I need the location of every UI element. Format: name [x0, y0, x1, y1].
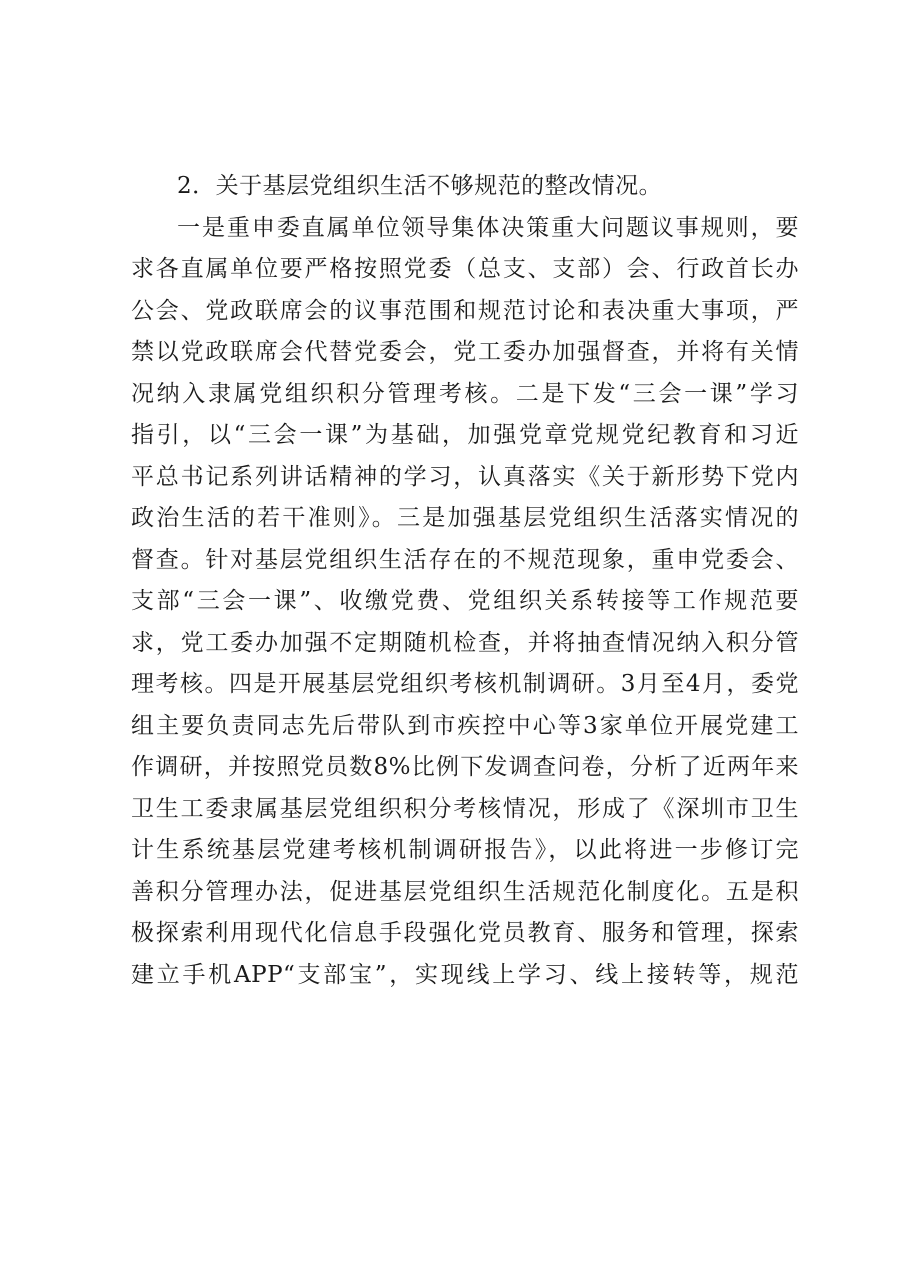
paragraph-line: 禁以党政联席会代替党委会，党工委办加强督查，并将有关情	[131, 339, 799, 365]
paragraph-line: 建立手机APP“支部宝”，实现线上学习、线上接转等，规范	[131, 961, 799, 988]
paragraph-line: 组主要负责同志先后带队到市疾控中心等3家单位开展党建工	[131, 712, 799, 739]
section-heading: 2．关于基层党组织生活不够规范的整改情况。	[177, 173, 663, 199]
paragraph-line: 一是重申委直属单位领导集体决策重大问题议事规则，要	[177, 214, 799, 241]
paragraph-line: 善积分管理办法，促进基层党组织生活规范化制度化。五是积	[131, 878, 799, 905]
paragraph-line: 极探索利用现代化信息手段强化党员教育、服务和管理，探索	[131, 920, 799, 946]
paragraph-line: 求各直属单位要严格按照党委（总支、支部）会、行政首长办	[131, 256, 799, 282]
body-text	[131, 166, 799, 996]
paragraph-line: 况纳入隶属党组织积分管理考核。二是下发“三会一课”学习	[131, 380, 799, 407]
paragraph-line: 求，党工委办加强不定期随机检查，并将抽查情况纳入积分管	[131, 629, 799, 656]
paragraph-line: 督查。针对基层党组织生活存在的不规范现象，重申党委会、	[131, 546, 799, 573]
paragraph-line: 计生系统基层党建考核机制调研报告》，以此将进一步修订完	[131, 837, 799, 863]
paragraph-line: 公会、党政联席会的议事范围和规范讨论和表决重大事项，严	[131, 297, 799, 324]
paragraph-line: 指引，以“三会一课”为基础，加强党章党规党纪教育和习近	[131, 422, 799, 448]
paragraph-line: 作调研，并按照党员数8%比例下发调查问卷，分析了近两年来	[131, 754, 799, 780]
paragraph-line: 卫生工委隶属基层党组织积分考核情况，形成了《深圳市卫生	[131, 795, 799, 822]
paragraph-line: 政治生活的若干准则》。三是加强基层党组织生活落实情况的	[131, 505, 799, 531]
paragraph-line: 平总书记系列讲话精神的学习，认真落实《关于新形势下党内	[131, 463, 799, 490]
paragraph-line: 理考核。四是开展基层党组织考核机制调研。3月至4月，委党	[131, 671, 799, 697]
paragraph-line: 支部“三会一课”、收缴党费、党组织关系转接等工作规范要	[131, 588, 799, 614]
